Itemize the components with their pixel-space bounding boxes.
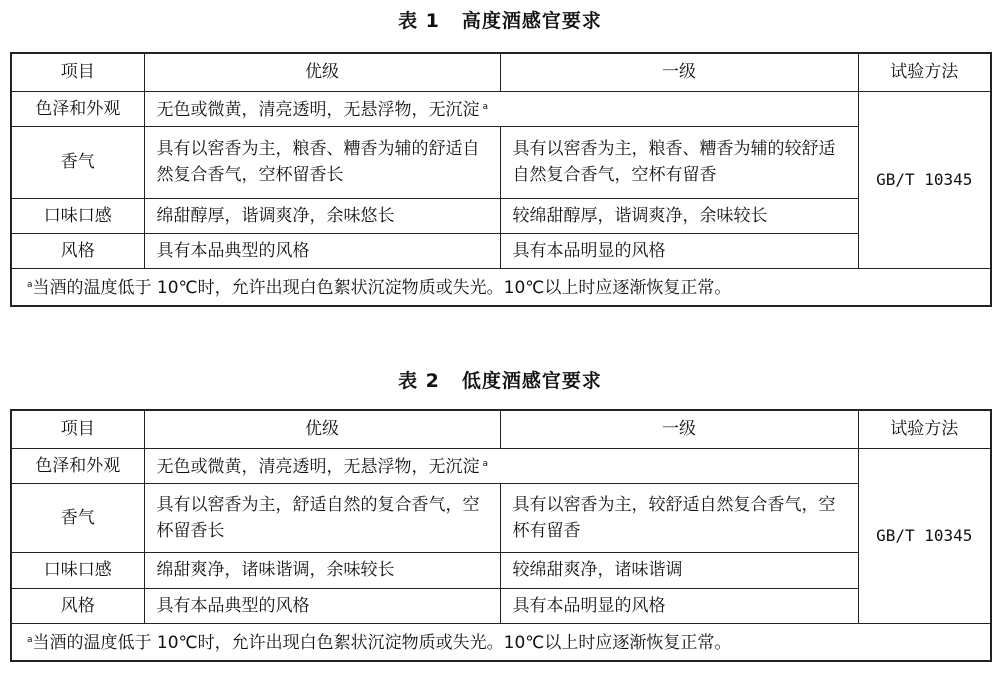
aroma-premium-cell: 具有以窖香为主，粮香、糟香为辅的舒适自然复合香气，空杯留香长 <box>144 126 500 198</box>
aroma-premium-cell: 具有以窖香为主，舒适自然的复合香气，空杯留香长 <box>144 483 500 552</box>
test-method-cell: GB/T 10345 <box>858 91 991 268</box>
style-premium-cell: 具有本品典型的风格 <box>144 588 500 623</box>
header-cell-method: 试验方法 <box>858 410 991 448</box>
row-label-appearance: 色泽和外观 <box>11 448 144 483</box>
row-label-style: 风格 <box>11 233 144 268</box>
taste-first-cell: 较绵甜醇厚，谐调爽净，余味较长 <box>500 198 858 233</box>
table-2 <box>10 409 992 662</box>
row-label-appearance: 色泽和外观 <box>11 91 144 126</box>
table-1 <box>10 52 992 307</box>
appearance-text: 无色或微黄，清亮透明，无悬浮物，无沉淀 <box>156 100 480 120</box>
row-label-taste: 口味口感 <box>11 552 144 588</box>
taste-premium-cell: 绵甜爽净，诸味谐调，余味较长 <box>144 552 500 588</box>
footnote-text: 当酒的温度低于 10℃时，允许出现白色絮状沉淀物质或失光。10℃以上时应逐渐恢复正常。 <box>32 633 732 654</box>
table-row <box>11 233 991 268</box>
header-cell-item: 项目 <box>11 53 144 91</box>
header-cell-item: 项目 <box>11 410 144 448</box>
table-row <box>11 410 991 448</box>
header-cell-first: 一级 <box>500 410 858 448</box>
header-cell-premium: 优级 <box>144 410 500 448</box>
row-label-taste: 口味口感 <box>11 198 144 233</box>
footnote-mark: a <box>482 459 489 469</box>
taste-first-cell: 较绵甜爽净，诸味谐调 <box>500 552 858 588</box>
row-label-style: 风格 <box>11 588 144 623</box>
table-2-number: 表 2 <box>398 370 440 392</box>
footnote-cell <box>11 623 991 661</box>
table-row <box>11 448 991 483</box>
table-1-number: 表 1 <box>398 10 440 32</box>
table-row <box>11 198 991 233</box>
footnote-mark: a <box>27 635 33 646</box>
taste-premium-cell: 绵甜醇厚，谐调爽净，余味悠长 <box>144 198 500 233</box>
row-label-aroma: 香气 <box>11 126 144 198</box>
header-cell-premium: 优级 <box>144 53 500 91</box>
footnote-text: 当酒的温度低于 10℃时，允许出现白色絮状沉淀物质或失光。10℃以上时应逐渐恢复正常。 <box>32 278 732 299</box>
table-row <box>11 588 991 623</box>
appearance-merged-cell <box>144 91 858 126</box>
table-row <box>11 126 991 198</box>
style-premium-cell: 具有本品典型的风格 <box>144 233 500 268</box>
table-row <box>11 268 991 306</box>
table-row <box>11 552 991 588</box>
footnote-mark: a <box>482 102 489 112</box>
aroma-first-cell: 具有以窖香为主，较舒适自然复合香气，空杯有留香 <box>500 483 858 552</box>
header-cell-first: 一级 <box>500 53 858 91</box>
table-row <box>11 483 991 552</box>
row-label-aroma: 香气 <box>11 483 144 552</box>
table-row <box>11 91 991 126</box>
style-first-cell: 具有本品明显的风格 <box>500 588 858 623</box>
table-1-title: 高度酒感官要求 <box>461 10 602 32</box>
table-row <box>11 623 991 661</box>
header-cell-method: 试验方法 <box>858 53 991 91</box>
appearance-text: 无色或微黄，清亮透明，无悬浮物，无沉淀 <box>156 457 480 477</box>
test-method-cell: GB/T 10345 <box>858 448 991 623</box>
table-2-caption <box>0 366 1000 393</box>
aroma-first-cell: 具有以窖香为主，粮香、糟香为辅的较舒适自然复合香气，空杯有留香 <box>500 126 858 198</box>
appearance-merged-cell <box>144 448 858 483</box>
style-first-cell: 具有本品明显的风格 <box>500 233 858 268</box>
footnote-mark: a <box>27 280 33 291</box>
table-row <box>11 53 991 91</box>
table-2-title: 低度酒感官要求 <box>461 370 602 392</box>
table-1-caption <box>0 6 1000 33</box>
footnote-cell <box>11 268 991 306</box>
